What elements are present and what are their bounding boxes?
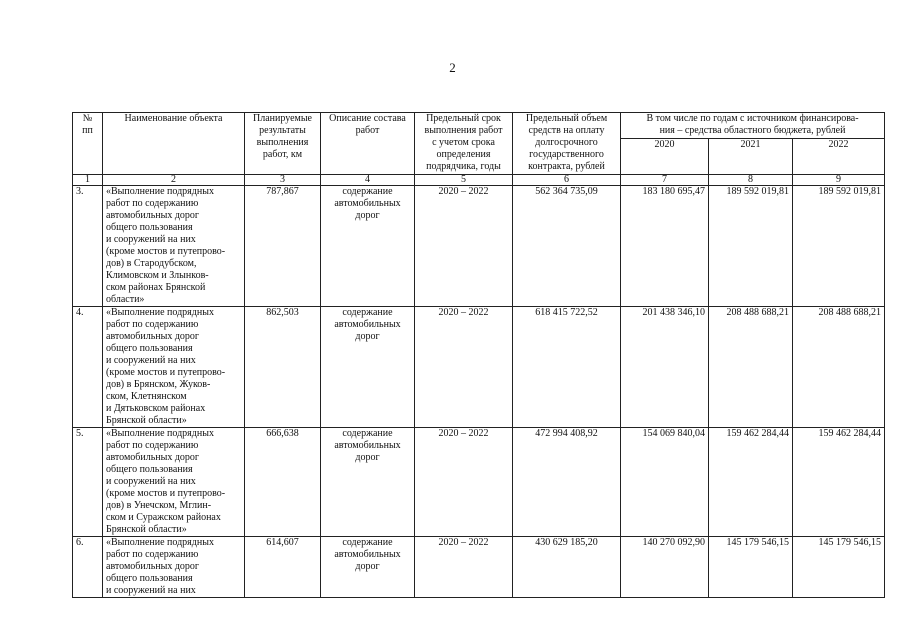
column-index-row <box>73 175 885 186</box>
object-name: «Выполнение подрядных работ по содержанию автомобильных дорог общего пользования и сооружений на них (кроме мостов и путепрово- дов) в Унечском, Мглин- ском и Суражском районах Брянской области» <box>103 428 245 537</box>
row-number: 5. <box>73 428 103 537</box>
contract-volume: 562 364 735,09 <box>513 186 621 307</box>
work-description: содержание автомобильных дорог <box>321 537 415 598</box>
column-index: 3 <box>245 175 321 186</box>
amount-2020: 140 270 092,90 <box>621 537 709 598</box>
deadline-years: 2020 – 2022 <box>415 537 513 598</box>
contract-volume: 618 415 722,52 <box>513 307 621 428</box>
planned-km: 862,503 <box>245 307 321 428</box>
header-year-2021: 2021 <box>709 139 793 175</box>
header-name: Наименование объекта <box>103 113 245 175</box>
header-num: № пп <box>73 113 103 175</box>
deadline-years: 2020 – 2022 <box>415 307 513 428</box>
deadline-years: 2020 – 2022 <box>415 186 513 307</box>
contract-volume: 472 994 408,92 <box>513 428 621 537</box>
header-year-2020: 2020 <box>621 139 709 175</box>
amount-2020: 201 438 346,10 <box>621 307 709 428</box>
column-index: 4 <box>321 175 415 186</box>
header-deadline: Предельный срок выполнения работ с учетом срока определения подрядчика, годы <box>415 113 513 175</box>
amount-2022: 208 488 688,21 <box>793 307 885 428</box>
amount-2022: 189 592 019,81 <box>793 186 885 307</box>
page-number: 2 <box>449 60 456 75</box>
object-name: «Выполнение подрядных работ по содержанию автомобильных дорог общего пользования и сооружений на них (кроме мостов и путепрово- дов) в Брянском, Жуков- ском, Клетнянском и Дятьковском районах Брянской области» <box>103 307 245 428</box>
column-index: 2 <box>103 175 245 186</box>
amount-2022: 159 462 284,44 <box>793 428 885 537</box>
column-index: 7 <box>621 175 709 186</box>
column-index: 8 <box>709 175 793 186</box>
table-row <box>73 186 885 307</box>
amount-2021: 208 488 688,21 <box>709 307 793 428</box>
work-description: содержание автомобильных дорог <box>321 307 415 428</box>
header-description: Описание состава работ <box>321 113 415 175</box>
objects-table <box>72 112 885 598</box>
table-row <box>73 428 885 537</box>
amount-2020: 154 069 840,04 <box>621 428 709 537</box>
amount-2022: 145 179 546,15 <box>793 537 885 598</box>
amount-2021: 159 462 284,44 <box>709 428 793 537</box>
header-year-2022: 2022 <box>793 139 885 175</box>
header-volume: Предельный объем средств на оплату долгосрочного государственного контракта, рублей <box>513 113 621 175</box>
object-name: «Выполнение подрядных работ по содержанию автомобильных дорог общего пользования и сооружений на них <box>103 537 245 598</box>
deadline-years: 2020 – 2022 <box>415 428 513 537</box>
row-number: 6. <box>73 537 103 598</box>
row-number: 4. <box>73 307 103 428</box>
object-name: «Выполнение подрядных работ по содержанию автомобильных дорог общего пользования и сооружений на них (кроме мостов и путепрово- дов) в Стародубском, Климовском и Злынков- ском районах Брянской области» <box>103 186 245 307</box>
row-number: 3. <box>73 186 103 307</box>
contract-volume: 430 629 185,20 <box>513 537 621 598</box>
planned-km: 787,867 <box>245 186 321 307</box>
work-description: содержание автомобильных дорог <box>321 428 415 537</box>
column-index: 1 <box>73 175 103 186</box>
column-index: 9 <box>793 175 885 186</box>
table-row <box>73 537 885 598</box>
work-description: содержание автомобильных дорог <box>321 186 415 307</box>
amount-2020: 183 180 695,47 <box>621 186 709 307</box>
column-index: 6 <box>513 175 621 186</box>
planned-km: 666,638 <box>245 428 321 537</box>
header-by-years: В том числе по годам с источником финансирова- ния – средства областного бюджета, рублей <box>621 113 885 139</box>
planned-km: 614,607 <box>245 537 321 598</box>
header-planned: Планируемые результаты выполнения работ, км <box>245 113 321 175</box>
amount-2021: 145 179 546,15 <box>709 537 793 598</box>
column-index: 5 <box>415 175 513 186</box>
amount-2021: 189 592 019,81 <box>709 186 793 307</box>
table-row <box>73 307 885 428</box>
